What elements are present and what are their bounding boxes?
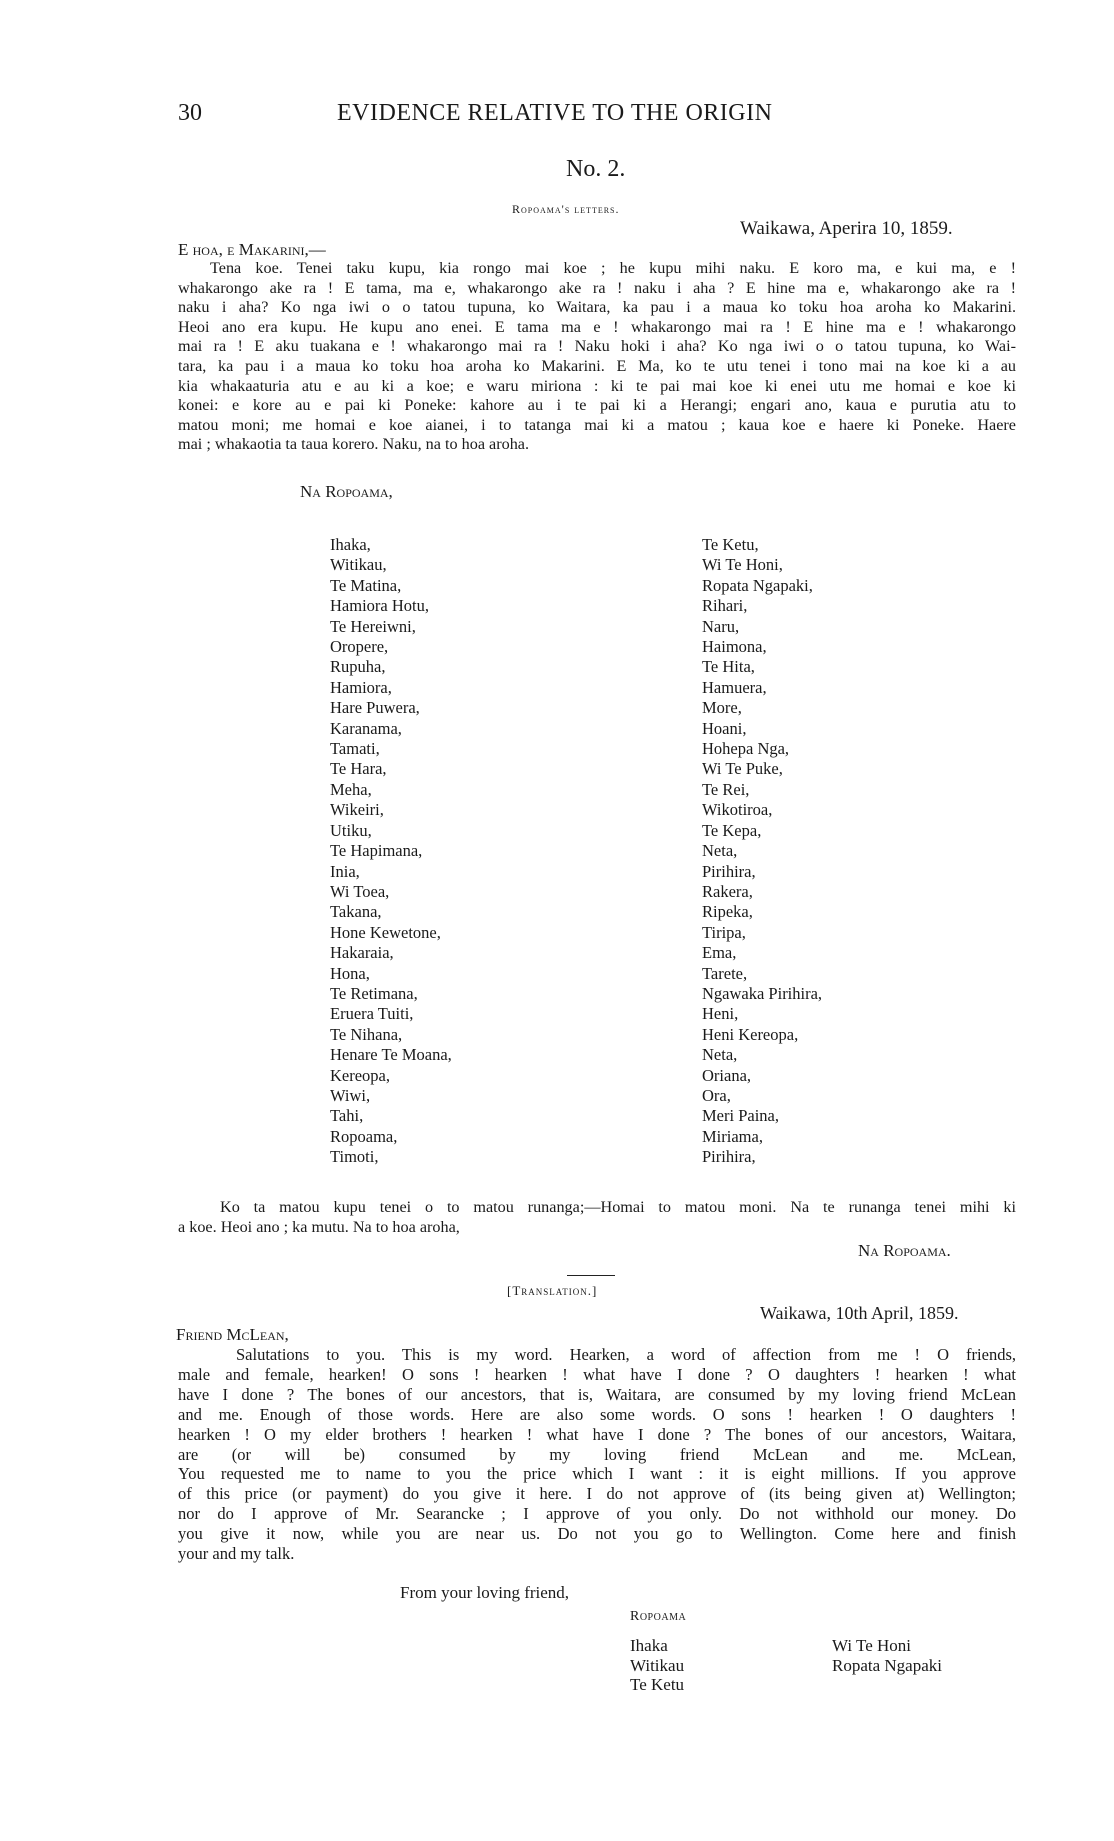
closing-signature: Na Ropoama.	[858, 1241, 951, 1260]
signatory-name: Ropoama,	[330, 1126, 398, 1146]
signatory-name: Ihaka	[630, 1636, 668, 1655]
signatory-name: Tarete,	[702, 963, 748, 983]
signatories-left-column	[330, 535, 452, 1168]
body-line: Heoi ano era kupu. He kupu ano enei. E tama ma e ! whakarongo mai ra ! E hine ma e ! whakarongo	[178, 317, 1016, 336]
signatory-name: Meri Paina,	[702, 1106, 779, 1126]
translation-caption: [Translation.]	[507, 1283, 598, 1298]
signatory-name: Te Kepa,	[702, 820, 762, 840]
signatory-name: Witikau,	[330, 555, 387, 575]
signatory-name: Kereopa,	[330, 1065, 391, 1085]
signatory-name: Hamiora,	[330, 677, 392, 697]
signatory-name: Hohepa Nga,	[702, 739, 790, 759]
signatory-name: Hare Puwera,	[330, 698, 420, 718]
signatory-name: Wi Te Honi	[832, 1636, 912, 1655]
signatory-name: Wi Toea,	[330, 881, 390, 901]
body-line: Tena koe. Tenei taku kupu, kia rongo mai koe ; he kupu mihi naku. E koro ma, e kui ma, e !	[210, 259, 1016, 277]
signatory-name: Naru,	[702, 616, 740, 636]
translation-line: have I done ? The bones of our ancestors, that is, Waitara, are consumed by my loving friend McLean	[178, 1384, 1016, 1404]
signatory-name: Ropata Ngapaki	[832, 1655, 942, 1675]
signatory-name: Karanama,	[330, 718, 402, 738]
closing-paragraph	[178, 1198, 1016, 1237]
body-line: kia whakaaturia atu e au ki a koe; e waru miriona : ki te pai mai koe ki enei utu me homai e koe ki	[178, 376, 1016, 395]
signatory-name: Hamiora Hotu,	[330, 596, 429, 616]
translation-signature: Ropoama	[630, 1609, 687, 1624]
signatory-name: Tiripa,	[702, 922, 746, 942]
translation-signatories-left	[630, 1636, 684, 1695]
signatory-name: Te Retimana,	[330, 983, 418, 1003]
signatory-name: Wi Te Puke,	[702, 759, 783, 779]
body-line: whakarongo ake ra ! E tama, ma e, whakarongo ake ra ! naku i aha ? E hine ma e, whakarongo ake ra !	[178, 278, 1016, 297]
signatory-name: Eruera Tuiti,	[330, 1004, 414, 1024]
translation-line: You requested me to name to you the price which I want : it is eight millions. If you approve	[178, 1464, 1016, 1484]
signatory-name: Ema,	[702, 943, 737, 963]
signatory-name: Tamati,	[330, 739, 380, 759]
signatory-name: More,	[702, 698, 742, 718]
translation-farewell: From your loving friend,	[400, 1583, 570, 1602]
signatory-name: Hone Kewetone,	[330, 922, 441, 942]
section-caption: Ropoama's letters.	[512, 202, 620, 216]
signatory-name: Wikeiri,	[330, 800, 384, 820]
page-title: EVIDENCE RELATIVE TO THE ORIGIN	[337, 100, 773, 126]
letter-place-date: Waikawa, Aperira 10, 1859.	[740, 218, 953, 239]
signatory-name: Ora,	[702, 1085, 731, 1105]
signatory-name: Te Hara,	[330, 759, 387, 779]
signatory-name: Heni Kereopa,	[702, 1024, 799, 1044]
signatory-name: Hoani,	[702, 718, 747, 738]
signatory-name: Rihari,	[702, 596, 748, 616]
document-number: No. 2.	[566, 156, 626, 182]
signatories-right-column	[702, 535, 822, 1168]
body-line: mai ra ! E aku tuakana e ! whakarongo mai ra ! Naku hoki i aha? Ko nga iwi o o tatou tupuna, ko Wai-	[178, 337, 1016, 356]
section-divider	[567, 1275, 615, 1276]
signatory-name: Hakaraia,	[330, 943, 394, 963]
signatory-name: Oriana,	[702, 1065, 752, 1085]
signatory-name: Pirihira,	[702, 1147, 756, 1167]
translation-signatories-right	[832, 1636, 942, 1675]
signatory-name: Te Ketu	[630, 1675, 685, 1694]
signatory-name: Te Hapimana,	[330, 841, 423, 861]
signatory-name: Pirihira,	[702, 861, 756, 881]
letter-body	[178, 259, 1016, 455]
signatory-name: Takana,	[330, 902, 382, 922]
signatory-name: Utiku,	[330, 820, 372, 840]
translation-line: and me. Enough of those words. Here are also some words. O sons ! hearken ! O daughters !	[178, 1404, 1016, 1424]
signatory-name: Te Hereiwni,	[330, 616, 416, 636]
page-number: 30	[178, 100, 202, 126]
signatory-name: Neta,	[702, 841, 738, 861]
signatory-name: Wikotiroa,	[702, 800, 773, 820]
body-line: matou moni; me homai e koe aianei, i to tatanga mai ki a matou ; kaua koe e haere ki Poneke. Haere	[178, 415, 1016, 434]
translation-line: Salutations to you. This is my word. Hearken, a word of affection from me ! O friends,	[236, 1345, 1016, 1364]
signatory-name: Rupuha,	[330, 657, 386, 677]
signatory-name: Tahi,	[330, 1106, 364, 1126]
signatory-name: Wiwi,	[330, 1085, 371, 1105]
signatory-name: Neta,	[702, 1045, 738, 1065]
signatory-name: Haimona,	[702, 637, 767, 657]
signatory-name: Rakera,	[702, 881, 753, 901]
closing-line: Ko ta matou kupu tenei o to matou runanga;—Homai to matou moni. Na te runanga tenei mihi ki	[220, 1198, 1016, 1216]
signatory-name: Te Rei,	[702, 779, 750, 799]
closing-line: a koe. Heoi ano ; ka mutu. Na to hoa aroha,	[178, 1217, 460, 1236]
translation-line: of this price (or payment) do you give it here. I do not approve of (its being given at) Wellington;	[178, 1484, 1016, 1504]
translation-line: are (or will be) consumed by my loving friend McLean and me. McLean,	[178, 1444, 1016, 1464]
signatory-name: Te Hita,	[702, 657, 755, 677]
signatory-name: Te Nihana,	[330, 1024, 403, 1044]
signatory-name: Ripeka,	[702, 902, 753, 922]
signatory-name: Hamuera,	[702, 677, 767, 697]
translation-line: hearken ! O my elder brothers ! hearken ! what have I done ? The bones of our ancestors, Waitara,	[178, 1424, 1016, 1444]
translation-line: you give it now, while you are near us. Do not you go to Wellington. Come here and finish	[178, 1524, 1016, 1544]
body-line: tara, ka pau i a maua ko toku hoa aroha ko Makarini. E Ma, ko te utu tenei i tono mai na koe ki a au	[178, 356, 1016, 375]
body-line: konei: e kore au e pai ki Poneke: kahore au i te pai ki a Herangi; engari ano, kaua e purutia atu to	[178, 396, 1016, 415]
signatory-name: Witikau	[630, 1655, 685, 1675]
signatory-name: Ngawaka Pirihira,	[702, 983, 823, 1003]
signatory-name: Te Ketu,	[702, 535, 759, 554]
signatory-name: Ihaka,	[330, 535, 371, 554]
translation-line: nor do I approve of Mr. Searancke ; I approve of you only. Do not withhold our money. Do	[178, 1504, 1016, 1524]
translation-body	[178, 1345, 1016, 1564]
signatory-name: Hona,	[330, 963, 370, 983]
translation-line: male and female, hearken! O sons ! hearken ! what have I done ? O daughters ! hearken ! what	[178, 1364, 1016, 1384]
signatory-name: Miriama,	[702, 1126, 763, 1146]
signatory-name: Heni,	[702, 1004, 739, 1024]
signatory-name: Meha,	[330, 779, 372, 799]
body-line: mai ; whakaotia ta taua korero. Naku, na to hoa aroha.	[178, 435, 530, 454]
translation-place-date: Waikawa, 10th April, 1859.	[760, 1303, 959, 1323]
body-line: naku i aha? Ko nga iwi o o tatou tupuna, ko Waitara, ka pau i a maua ko toku hoa aroha ko Makarini.	[178, 298, 1016, 317]
signatory-name: Te Matina,	[330, 575, 402, 595]
translation-salutation: Friend McLean,	[176, 1325, 289, 1344]
signatory-name: Wi Te Honi,	[702, 555, 783, 575]
signatory-name: Henare Te Moana,	[330, 1045, 452, 1065]
signatory-name: Timoti,	[330, 1147, 379, 1167]
signatory-name: Ropata Ngapaki,	[702, 575, 813, 595]
translation-line: your and my talk.	[178, 1544, 295, 1564]
letter-signoff: Na Ropoama,	[300, 482, 393, 501]
signatory-name: Inia,	[330, 861, 360, 881]
signatory-name: Oropere,	[330, 637, 389, 657]
letter-salutation: E hoa, e Makarini,—	[178, 240, 326, 259]
